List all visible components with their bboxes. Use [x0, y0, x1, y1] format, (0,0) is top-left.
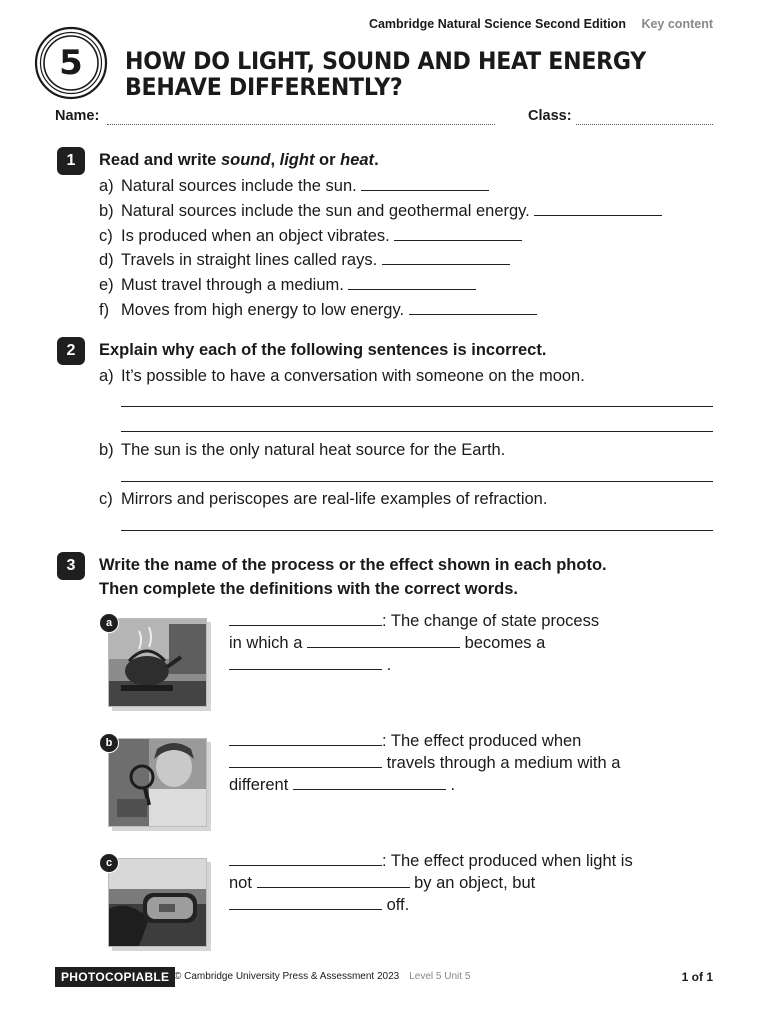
item-text: Moves from high energy to low energy.: [121, 301, 405, 319]
def-text: off.: [386, 896, 410, 914]
photo-badge-c: c: [99, 853, 119, 873]
answer-blank[interactable]: [394, 228, 522, 241]
class-label: Class:: [528, 108, 572, 124]
answer-blank[interactable]: [348, 277, 476, 290]
item-letter: b): [99, 441, 114, 459]
answer-blank[interactable]: [307, 635, 460, 648]
q1-item-a: [99, 176, 489, 196]
def-text: : The change of state process: [382, 612, 600, 630]
def-text: by an object, but: [414, 874, 536, 892]
class-field[interactable]: [576, 124, 713, 125]
item-letter: c): [99, 490, 113, 508]
def-text: : The effect produced when: [382, 732, 582, 750]
answer-blank[interactable]: [382, 252, 510, 265]
q1-word-sound: sound: [220, 151, 271, 169]
answer-line[interactable]: [121, 530, 713, 531]
q3b-line-3: [229, 775, 455, 797]
answer-blank[interactable]: [229, 853, 382, 866]
page-number: 1 of 1: [681, 970, 713, 984]
car-mirror-icon: [109, 859, 206, 946]
unit-number: 5: [59, 43, 83, 83]
photo-magnifying-glass: [108, 738, 207, 827]
q1-item-c: [99, 226, 522, 246]
item-text: Natural sources include the sun and geothermal energy.: [121, 202, 530, 220]
def-text: different: [229, 776, 289, 794]
answer-blank[interactable]: [409, 302, 537, 315]
book-name: Cambridge Natural Science Second Edition: [368, 17, 626, 31]
def-text: in which a: [229, 634, 303, 652]
footer-copyright: [174, 971, 470, 982]
q3c-line-1: [229, 851, 633, 873]
question-3-title-2: Then complete the definitions with the correct words.: [99, 580, 518, 598]
item-text: Is produced when an object vibrates.: [121, 227, 390, 245]
answer-blank[interactable]: [361, 178, 489, 191]
answer-line[interactable]: [121, 406, 713, 407]
magnifying-glass-icon: [109, 739, 206, 826]
q1-title-text: Read and write: [99, 151, 221, 169]
level-unit-text: Level 5 Unit 5: [409, 971, 471, 982]
name-field[interactable]: [107, 124, 495, 125]
q2-item-a: [99, 366, 585, 386]
q3a-line-2: [229, 633, 545, 655]
def-text: .: [450, 776, 456, 794]
photo-badge-a: a: [99, 613, 119, 633]
photo-kettle: [108, 618, 207, 707]
item-letter: a): [99, 367, 114, 385]
q1-word-light: light: [279, 151, 315, 169]
question-1-number: 1: [57, 147, 85, 175]
q2-item-c: [99, 489, 547, 509]
answer-blank[interactable]: [534, 203, 662, 216]
def-text: becomes a: [464, 634, 546, 652]
def-text: : The effect produced when light is: [382, 852, 633, 870]
name-label: Name:: [55, 108, 100, 124]
question-3-number: 3: [57, 552, 85, 580]
q3c-line-2: [229, 873, 535, 895]
answer-blank[interactable]: [229, 733, 382, 746]
title-line-2: BEHAVE DIFFERENTLY?: [125, 73, 403, 101]
q3b-line-1: [229, 731, 581, 753]
item-letter: a): [99, 177, 114, 195]
item-letter: c): [99, 227, 113, 245]
answer-line[interactable]: [121, 481, 713, 482]
answer-line[interactable]: [121, 431, 713, 432]
q1-word-heat: heat: [340, 151, 375, 169]
def-text: travels through a medium with a: [386, 754, 621, 772]
title-line-1: HOW DO LIGHT, SOUND AND HEAT ENERGY: [125, 47, 646, 75]
item-letter: b): [99, 202, 114, 220]
q1-end: .: [374, 151, 379, 169]
item-text: The sun is the only natural heat source for the Earth.: [121, 441, 506, 459]
key-content-tag: Key content: [641, 17, 713, 31]
q3b-line-2: [229, 753, 620, 775]
q1-item-d: [99, 250, 510, 270]
answer-blank[interactable]: [229, 897, 382, 910]
answer-blank[interactable]: [293, 777, 446, 790]
copyright-text: © Cambridge University Press & Assessment 2023: [174, 971, 400, 982]
item-text: Must travel through a medium.: [121, 276, 344, 294]
kettle-icon: [109, 619, 206, 706]
question-2-number: 2: [57, 337, 85, 365]
photocopiable-tag: PHOTOCOPIABLE: [55, 967, 175, 987]
question-3-title-1: Write the name of the process or the effect shown in each photo.: [99, 556, 607, 574]
item-text: Mirrors and periscopes are real-life examples of refraction.: [121, 490, 548, 508]
item-text: It’s possible to have a conversation with someone on the moon.: [121, 367, 585, 385]
unit-number-badge: [33, 25, 109, 101]
item-text: Travels in straight lines called rays.: [121, 251, 378, 269]
answer-blank[interactable]: [229, 657, 382, 670]
q1-sep: or: [314, 151, 341, 169]
answer-blank[interactable]: [229, 613, 382, 626]
item-text: Natural sources include the sun.: [121, 177, 357, 195]
answer-blank[interactable]: [229, 755, 382, 768]
question-2-title: Explain why each of the following sentences is incorrect.: [99, 341, 547, 359]
item-letter: f): [99, 301, 110, 319]
q3a-line-3: [229, 655, 391, 677]
photo-badge-b: b: [99, 733, 119, 753]
q3a-line-1: [229, 611, 599, 633]
q1-item-f: [99, 300, 537, 320]
page-title: [125, 48, 646, 100]
def-text: not: [229, 874, 252, 892]
item-letter: e): [99, 276, 114, 294]
photo-car-mirror: [108, 858, 207, 947]
q2-item-b: [99, 440, 505, 460]
q1-item-e: [99, 275, 476, 295]
answer-blank[interactable]: [257, 875, 410, 888]
q1-item-b: [99, 201, 662, 221]
q1-sep: ,: [270, 151, 280, 169]
header-book-title: [369, 17, 713, 31]
def-text: .: [386, 656, 392, 674]
q3c-line-3: [229, 895, 409, 917]
question-1-title: [99, 151, 379, 170]
item-letter: d): [99, 251, 114, 269]
